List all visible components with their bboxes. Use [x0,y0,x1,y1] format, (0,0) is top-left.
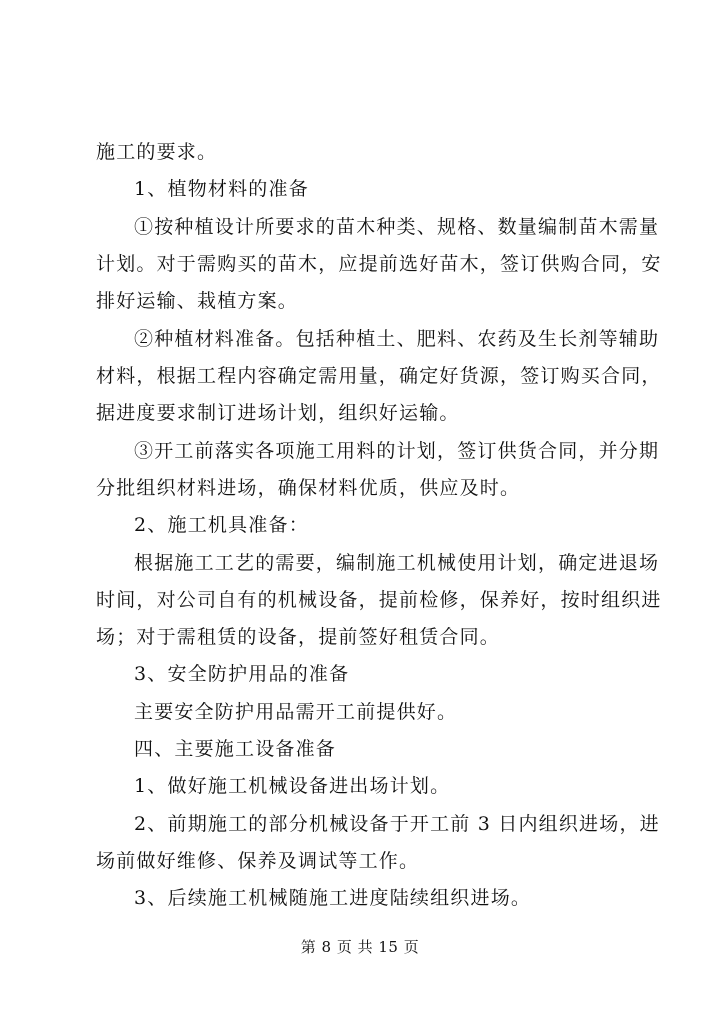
paragraph-line: 排好运输、栽植方案。 [96,290,299,312]
paragraph-line: 计划。对于需购买的苗木，应提前选好苗木，签订供购合同，安 [96,253,662,275]
section-heading: 3、安全防护用品的准备 [134,663,350,685]
paragraph-line: 1、做好施工机械设备进出场计划。 [134,775,451,797]
paragraph-line: 时间，对公司自有的机械设备，提前检修，保养好，按时组织进 [96,589,662,611]
paragraph-line: ③开工前落实各项施工用料的计划，签订供货合同，并分期 [134,440,660,462]
paragraph-line: 场；对于需租赁的设备，提前签好租赁合同。 [96,626,501,648]
paragraph-line: ②种植材料准备。包括种植土、肥料、农药及生长剂等辅助 [134,328,660,350]
paragraph-line: 场前做好维修、保养及调试等工作。 [96,850,420,872]
paragraph-line: ①按种植设计所要求的苗木种类、规格、数量编制苗木需量 [134,216,660,238]
paragraph-line: 施工的要求。 [96,141,218,163]
section-heading: 四、主要施工设备准备 [134,738,337,760]
paragraph-line: 3、后续施工机械随施工进度陆续组织进场。 [134,887,532,909]
section-heading: 1、植物材料的准备 [134,178,309,200]
paragraph-line: 材料，根据工程内容确定需用量，确定好货源，签订购买合同， [96,365,662,387]
paragraph-line: 2、前期施工的部分机械设备于开工前 3 日内组织进场，进 [134,813,660,835]
paragraph-line: 主要安全防护用品需开工前提供好。 [134,701,458,723]
section-heading: 2、施工机具准备： [134,514,309,536]
paragraph-line: 据进度要求制订进场计划，组织好运输。 [96,402,460,424]
paragraph-line: 根据施工工艺的需要，编制施工机械使用计划，确定进退场 [134,552,660,574]
page-footer: 第 8 页 共 15 页 [300,938,420,956]
paragraph-line: 分批组织材料进场，确保材料优质，供应及时。 [96,477,521,499]
